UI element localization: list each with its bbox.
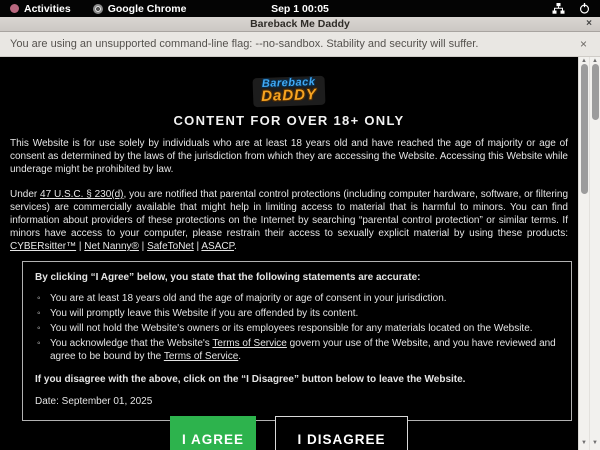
page-title: CONTENT FOR OVER 18+ ONLY — [173, 113, 405, 128]
agreement-item: ◦ You will not hold the Website's owners or its employees responsible for any materials located on the Website. — [35, 322, 559, 335]
agreement-list — [35, 292, 559, 363]
terms-of-service-link[interactable]: Terms of Service — [212, 338, 287, 349]
activities-label: Activities — [24, 2, 71, 15]
netnanny-link[interactable]: Net Nanny® — [84, 241, 139, 252]
i-agree-button[interactable]: I AGREE — [170, 416, 256, 450]
page-content — [0, 57, 600, 450]
infobar-message: You are using an unsupported command-line flag: --no-sandbox. Stability and security will suffer. — [10, 38, 479, 50]
terms-of-service-link[interactable]: Terms of Service — [163, 351, 239, 362]
disclaimer-paragraph-1: This Website is for use solely by individuals who are at least 18 years old and have reached the age of majority or age of consent as determined by the laws of the jurisdiction from which they are accessing the Website. Accessing this Website while underage might be prohibited by law. — [10, 138, 568, 175]
bullet4-text: govern your use of the Website, and you have reviewed and agree to be bound by the — [50, 338, 556, 362]
scroll-down-icon[interactable] — [590, 439, 600, 447]
bullet4-text: You acknowledge that the Website's — [50, 338, 213, 349]
agreement-box — [22, 261, 572, 421]
date-line: Date: September 01, 2025 — [35, 396, 153, 407]
chrome-infobar — [0, 32, 600, 57]
agreement-item: ◦ You are at least 18 years old and the age of majority or age of consent in your jurisdiction. — [35, 292, 559, 305]
window-titlebar[interactable] — [0, 17, 600, 32]
site-logo — [253, 76, 326, 107]
scroll-down-icon[interactable] — [579, 439, 589, 447]
asacp-link[interactable]: ASACP — [201, 241, 234, 252]
para2-text: Under — [10, 189, 41, 200]
disclaimer-paragraph-2 — [10, 188, 568, 253]
outer-scrollbar-thumb[interactable] — [592, 64, 599, 120]
agreement-item — [35, 337, 559, 363]
separator: | — [193, 241, 202, 252]
power-icon[interactable] — [579, 3, 590, 14]
i-disagree-button[interactable]: I DISAGREE — [275, 416, 408, 450]
disagree-warning: If you disagree with the above, click on the “I Disagree” button below to leave the Website. — [35, 374, 466, 385]
bullet4-text: . — [238, 351, 242, 362]
outer-scrollbar[interactable] — [589, 57, 600, 450]
window-title: Bareback Me Daddy — [250, 18, 350, 30]
infobar-close-icon[interactable]: × — [579, 37, 587, 51]
app-menu-label: Google Chrome — [107, 2, 187, 15]
clock[interactable]: Sep 1 00:05 — [271, 2, 329, 15]
agreement-lead: By clicking “I Agree” below, you state that the following statements are accurate: — [35, 272, 421, 283]
window-close-icon[interactable]: × — [586, 18, 592, 29]
para2-text: , you are notified that parental control protections (including computer hardware, software, or filtering services) are commercially available that might help in limiting access to material that is harmful to minors. You can find information about providers of these protections on the Internet by searching “parental control protection” or similar terms. If minors have access to your computer, please restrain their access to sexually explicit material by using these products: — [10, 189, 569, 239]
para2-text: . — [234, 241, 237, 252]
site-logo-text-bottom: DaDDY — [260, 86, 318, 105]
network-icon[interactable] — [552, 3, 565, 14]
site-logo-text-top: Bareback — [261, 76, 316, 90]
separator: | — [138, 241, 148, 252]
safetonet-link[interactable]: SafeToNet — [147, 241, 194, 252]
inner-scrollbar[interactable] — [578, 57, 589, 450]
usc-230d-link[interactable]: 47 U.S.C. § 230(d) — [40, 189, 124, 200]
cybersitter-link[interactable]: CYBERsitter™ — [10, 241, 77, 252]
inner-scrollbar-thumb[interactable] — [581, 64, 588, 194]
agreement-item: ◦ You will promptly leave this Website if you are offended by its content. — [35, 307, 559, 320]
separator: | — [76, 241, 85, 252]
gnome-top-bar — [0, 0, 600, 17]
